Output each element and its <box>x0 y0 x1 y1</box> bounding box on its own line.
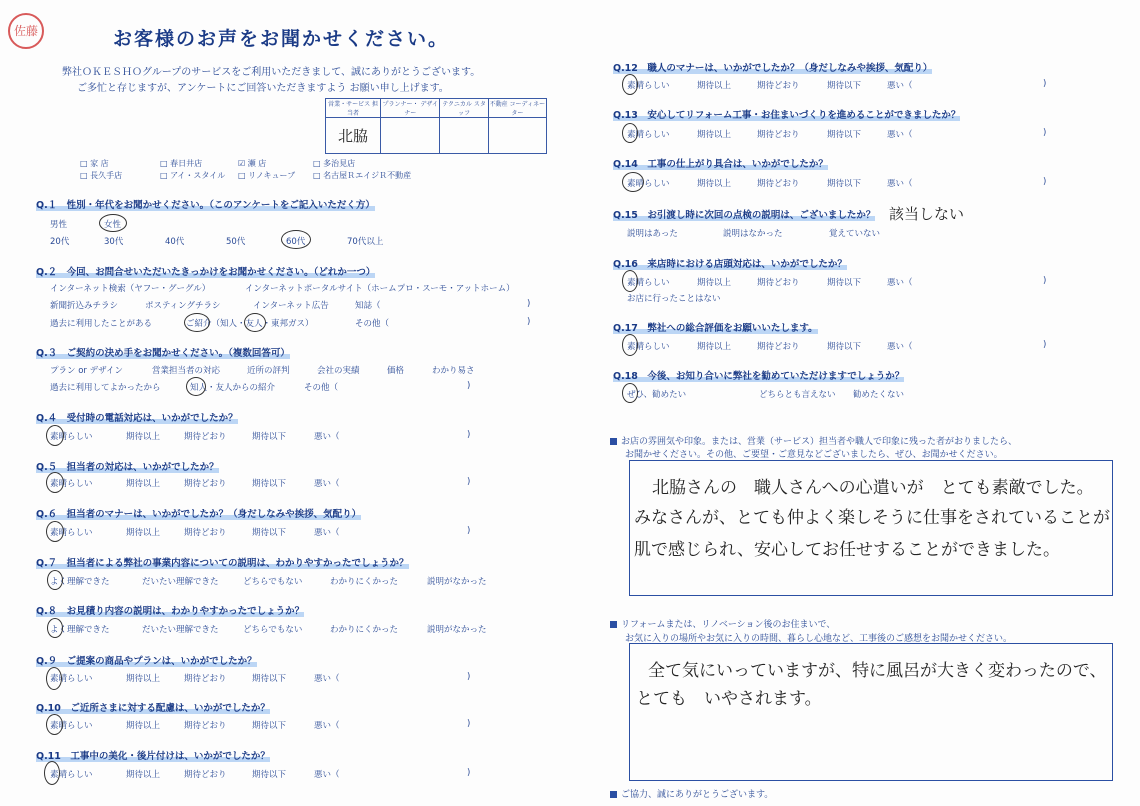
option[interactable]: ポスティングチラシ <box>145 301 221 311</box>
option[interactable]: 悪い（ <box>887 179 913 189</box>
option[interactable]: よく理解できた <box>50 625 110 635</box>
option[interactable]: 期待以下 <box>827 130 862 140</box>
option[interactable]: 期待以上 <box>697 179 732 189</box>
answer-circle <box>47 618 63 638</box>
option[interactable]: インターネット検索（ヤフー・グーグル） <box>50 284 211 294</box>
option[interactable]: 悪い（ <box>887 130 913 140</box>
answer-circle <box>281 230 311 249</box>
bullet-square-icon <box>610 621 617 628</box>
option[interactable]: 期待以下 <box>252 479 287 489</box>
shop-checkbox[interactable]: □ 多治見店 <box>313 159 356 168</box>
answer-circle <box>622 334 638 356</box>
shop-checkbox[interactable]: □ 長久手店 <box>80 171 123 180</box>
question-7: Q.７ 担当者による弊社の事業内容についての説明は、わかりやすかったでしょうか？ <box>36 558 409 569</box>
bullet-square-icon <box>610 791 617 798</box>
option[interactable]: 期待以上 <box>697 278 732 288</box>
answer-circle <box>184 313 210 332</box>
comments1-line2: みなさんが、とても仲よく楽しそうに仕事をされていることが <box>634 508 1110 528</box>
option: ) <box>1043 276 1047 286</box>
option[interactable]: わかりにくかった <box>330 577 399 587</box>
option[interactable]: ご紹介（知人・友人・東邦ガス） <box>186 319 314 329</box>
option: ) <box>467 672 471 682</box>
comments1-line1: 北脇さんの 職人さんへの心遣いが とても素敵でした。 <box>652 478 1094 498</box>
comments1-box[interactable] <box>629 460 1113 596</box>
footer-thanks: ご協力、誠にありがとうございます。 <box>610 787 773 800</box>
answer-circle <box>186 377 206 396</box>
comments1-line3: 肌で感じられ、安心してお任せすることができました。 <box>634 540 1061 560</box>
option[interactable]: 70代以上 <box>347 237 384 247</box>
question-10: Q.10 ご近所さまに対する配慮は、いかがでしたか？ <box>36 703 270 714</box>
intro-line-2: ご多忙と存じますが、アンケートにご回答いただきますよう お願い申し上げます。 <box>77 83 449 94</box>
shop-checkbox[interactable]: □ 春日井店 <box>160 159 203 168</box>
option[interactable]: 悪い（ <box>314 674 340 684</box>
option[interactable]: 期待以上 <box>126 528 161 538</box>
option[interactable]: 勧めたくない <box>853 390 905 400</box>
option[interactable]: 会社の実績 <box>317 366 360 376</box>
option[interactable]: 説明がなかった <box>427 577 487 587</box>
option[interactable]: 素晴らしい <box>627 81 670 91</box>
option[interactable]: インターネット広告 <box>253 301 329 311</box>
comments2-prompt-line2: お気に入りの場所やお気に入りの時間、暮らし心地など、工事後のご感想をお聞かせください。 <box>625 634 1013 644</box>
option[interactable]: 女性 <box>104 220 122 230</box>
answer-circle <box>622 383 638 403</box>
option[interactable]: 男性 <box>50 220 68 230</box>
option[interactable]: 期待どおり <box>184 674 227 684</box>
comments2-line1: 全て気にいっていますが、特に風呂が大きく変わったので、 <box>648 661 1107 681</box>
q15-handwritten-note: 該当しない <box>889 205 965 223</box>
answer-circle <box>44 761 60 785</box>
answer-circle <box>622 270 638 292</box>
staff-header-sales: 営業・サービス 担当者 <box>326 99 381 118</box>
option: ) <box>527 299 531 309</box>
option[interactable]: 期待どおり <box>757 81 800 91</box>
option[interactable]: 悪い（ <box>887 278 913 288</box>
option[interactable]: 期待以下 <box>252 770 287 780</box>
option[interactable]: 素晴らしい <box>50 432 93 442</box>
option[interactable]: 期待以上 <box>697 342 732 352</box>
question-15: Q.15 お引渡し時に次回の点検の説明は、ございましたか？ <box>613 210 876 221</box>
option: ) <box>467 430 471 440</box>
comments1-prompt-line1: お店の雰囲気や印象。または、営業（サービス）担当者や職人で印象に残った者がおりましたら、 <box>610 434 1017 447</box>
question-8: Q.８ お見積り内容の説明は、わかりやすかったでしょうか？ <box>36 606 305 617</box>
option[interactable]: 悪い（ <box>314 721 340 731</box>
option[interactable]: 近所の評判 <box>247 366 290 376</box>
comments2-prompt-line1: リフォームまたは、リノベーション後のお住まいで、 <box>610 617 835 630</box>
shop-checkbox-checked[interactable]: ☑ 瀬 店 <box>238 159 267 168</box>
answer-circle <box>622 123 638 143</box>
staff-table <box>325 98 547 154</box>
answer-circle <box>47 570 63 590</box>
answer-circle <box>46 425 64 446</box>
option[interactable]: 期待どおり <box>184 479 227 489</box>
option[interactable]: 期待どおり <box>184 528 227 538</box>
option[interactable]: 60代 <box>286 237 306 247</box>
option[interactable]: 悪い（ <box>314 432 340 442</box>
comments1-prompt-line2: お聞かせください。その他、ご要望・ご意見などございましたら、ぜひ、お聞かせください。 <box>625 450 1003 460</box>
question-4: Q.４ 受付時の電話対応は、いかがでしたか？ <box>36 413 238 424</box>
option[interactable]: 50代 <box>226 237 246 247</box>
option[interactable]: 新聞折込みチラシ <box>50 301 119 311</box>
answer-circle <box>46 521 64 542</box>
option[interactable]: 期待どおり <box>184 721 227 731</box>
option[interactable]: 期待どおり <box>757 130 800 140</box>
option[interactable]: 期待どおり <box>184 770 227 780</box>
question-16: Q.16 来店時における店頭対応は、いかがでしたか？ <box>613 259 847 270</box>
question-13: Q.13 安心してリフォーム工事・お住まいづくりを進めることができましたか？ <box>613 110 961 121</box>
option[interactable]: 過去に利用したことがある <box>50 319 153 329</box>
option[interactable]: 30代 <box>104 237 124 247</box>
option[interactable]: 素晴らしい <box>50 770 93 780</box>
option[interactable]: お店に行ったことはない <box>627 294 721 304</box>
option[interactable]: 素晴らしい <box>627 130 670 140</box>
option[interactable]: 説明がなかった <box>427 625 487 635</box>
answer-circle <box>244 313 266 332</box>
option[interactable]: 素晴らしい <box>50 479 93 489</box>
option[interactable]: 期待どおり <box>757 179 800 189</box>
option: ) <box>467 381 471 391</box>
answer-circle <box>622 74 638 95</box>
option[interactable]: 覚えていない <box>829 229 881 239</box>
option[interactable]: 過去に利用してよかったから <box>50 383 161 393</box>
option[interactable]: その他（ <box>304 383 339 393</box>
option[interactable]: 20代 <box>50 237 70 247</box>
option[interactable]: 期待以下 <box>252 528 287 538</box>
question-1: Q.１ 性別・年代をお聞かせください。（このアンケートをご記入いただく方） <box>36 200 375 211</box>
shop-checkbox[interactable]: □ リノキューブ <box>238 171 296 180</box>
option[interactable]: 期待以下 <box>252 721 287 731</box>
option[interactable]: 期待以上 <box>126 721 161 731</box>
intro-line-1: 弊社ＯＫＥＳＨＯグループのサービスをご利用いただきまして、誠にありがとうございます。 <box>62 67 481 78</box>
option[interactable]: 期待どおり <box>184 432 227 442</box>
option[interactable]: だいたい理解できた <box>142 625 219 635</box>
option: ) <box>467 477 471 487</box>
question-12: Q.12 職人のマナーは、いかがでしたか？（身だしなみや挨拶、気配り） <box>613 63 933 74</box>
option[interactable]: 悪い（ <box>314 528 340 538</box>
answer-circle <box>46 472 64 493</box>
option[interactable]: 素晴らしい <box>627 342 670 352</box>
staff-value-planner <box>381 118 440 154</box>
comments2-line2: とても いやされます。 <box>636 689 822 709</box>
answer-circle <box>622 172 644 192</box>
option[interactable]: 素晴らしい <box>627 278 670 288</box>
option[interactable]: 営業担当者の対応 <box>152 366 221 376</box>
option[interactable]: 期待以下 <box>827 278 862 288</box>
option: ) <box>467 719 471 729</box>
option: ) <box>467 526 471 536</box>
option[interactable]: 期待以下 <box>252 432 287 442</box>
option: ) <box>1043 340 1047 350</box>
answer-circle <box>99 214 127 232</box>
seal-stamp: 佐藤 <box>8 13 44 49</box>
option[interactable]: どちらでもない <box>243 625 303 635</box>
staff-header-planner: プランナー・ デザイナー <box>381 99 440 118</box>
staff-value-realestate <box>488 118 546 154</box>
question-3: Q.３ ご契約の決め手をお聞かせください。（複数回答可） <box>36 348 290 359</box>
option: ) <box>1043 128 1047 138</box>
option[interactable]: 説明はあった <box>627 229 678 239</box>
shop-checkbox[interactable]: □ 名古屋ＲエイジＲ不動産 <box>313 171 412 180</box>
option[interactable]: どちらでもない <box>243 577 303 587</box>
option[interactable]: 期待以下 <box>827 81 862 91</box>
option[interactable]: 期待どおり <box>757 342 800 352</box>
option[interactable]: 期待以下 <box>827 179 862 189</box>
option[interactable]: 素晴らしい <box>50 721 93 731</box>
option[interactable]: どちらとも言えない <box>759 390 836 400</box>
question-17: Q.17 弊社への総合評価をお願いいたします。 <box>613 323 818 334</box>
option[interactable]: 40代 <box>165 237 185 247</box>
option: ) <box>467 768 471 778</box>
option[interactable]: 期待以下 <box>827 342 862 352</box>
option[interactable]: 知誌（ <box>355 301 381 311</box>
question-6: Q.６ 担当者のマナーは、いかがでしたか？（身だしなみや挨拶、気配り） <box>36 509 362 520</box>
option[interactable]: わかりにくかった <box>330 625 399 635</box>
option[interactable]: 期待以上 <box>126 674 161 684</box>
option[interactable]: 期待以上 <box>697 130 732 140</box>
answer-circle <box>46 714 63 735</box>
option[interactable]: 素晴らしい <box>50 528 93 538</box>
option[interactable]: 期待以下 <box>252 674 287 684</box>
option[interactable]: 悪い（ <box>887 342 913 352</box>
shop-checkbox[interactable]: □ 家 店 <box>80 159 109 168</box>
option[interactable]: 素晴らしい <box>627 179 670 189</box>
option: ) <box>1043 79 1047 89</box>
option[interactable]: インターネットポータルサイト（ホームプロ・スーモ・アットホーム） <box>245 284 515 294</box>
question-5: Q.５ 担当者の対応は、いかがでしたか？ <box>36 462 219 473</box>
option[interactable]: 期待以上 <box>126 770 161 780</box>
question-11: Q.11 工事中の美化・後片付けは、いかがでしたか？ <box>36 751 270 762</box>
option: ) <box>527 317 531 327</box>
staff-header-realestate: 不動産 コーディネーター <box>488 99 546 118</box>
option[interactable]: 悪い（ <box>314 770 340 780</box>
option[interactable]: だいたい理解できた <box>142 577 219 587</box>
option[interactable]: 期待どおり <box>757 278 800 288</box>
staff-header-technical: テクニカル スタッフ <box>440 99 488 118</box>
staff-value-sales: 北脇 <box>326 118 381 154</box>
page-title: お客様のお声をお聞かせください。 <box>113 28 450 50</box>
option[interactable]: 期待以上 <box>697 81 732 91</box>
question-9: Q.９ ご提案の商品やプランは、いかがでしたか？ <box>36 656 257 667</box>
option[interactable]: その他（ <box>355 319 390 329</box>
option[interactable]: ぜひ、勧めたい <box>627 390 687 400</box>
option[interactable]: 期待以上 <box>126 479 161 489</box>
option[interactable]: 悪い（ <box>314 479 340 489</box>
bullet-square-icon <box>610 438 617 445</box>
option: ) <box>1043 177 1047 187</box>
option[interactable]: 期待以上 <box>126 432 161 442</box>
option[interactable]: 説明はなかった <box>723 229 783 239</box>
option[interactable]: 素晴らしい <box>50 674 93 684</box>
answer-circle <box>46 667 62 690</box>
option[interactable]: よく理解できた <box>50 577 110 587</box>
staff-value-technical <box>440 118 488 154</box>
question-2: Q.２ 今回、お問合せいただいたきっかけをお聞かせください。（どれか一つ） <box>36 267 376 278</box>
option[interactable]: 知人・友人からの紹介 <box>190 383 276 393</box>
option[interactable]: 悪い（ <box>887 81 913 91</box>
option[interactable]: わかり易さ <box>432 366 475 376</box>
question-14: Q.14 工事の仕上がり具合は、いかがでしたか？ <box>613 159 828 170</box>
option[interactable]: プラン or デザイン <box>50 366 124 376</box>
shop-checkbox[interactable]: □ アイ・スタイル <box>160 171 226 180</box>
comments2-box[interactable] <box>629 643 1113 781</box>
question-18: Q.18 今後、お知り合いに弊社を勧めていただけますでしょうか？ <box>613 371 905 382</box>
option[interactable]: 価格 <box>387 366 405 376</box>
